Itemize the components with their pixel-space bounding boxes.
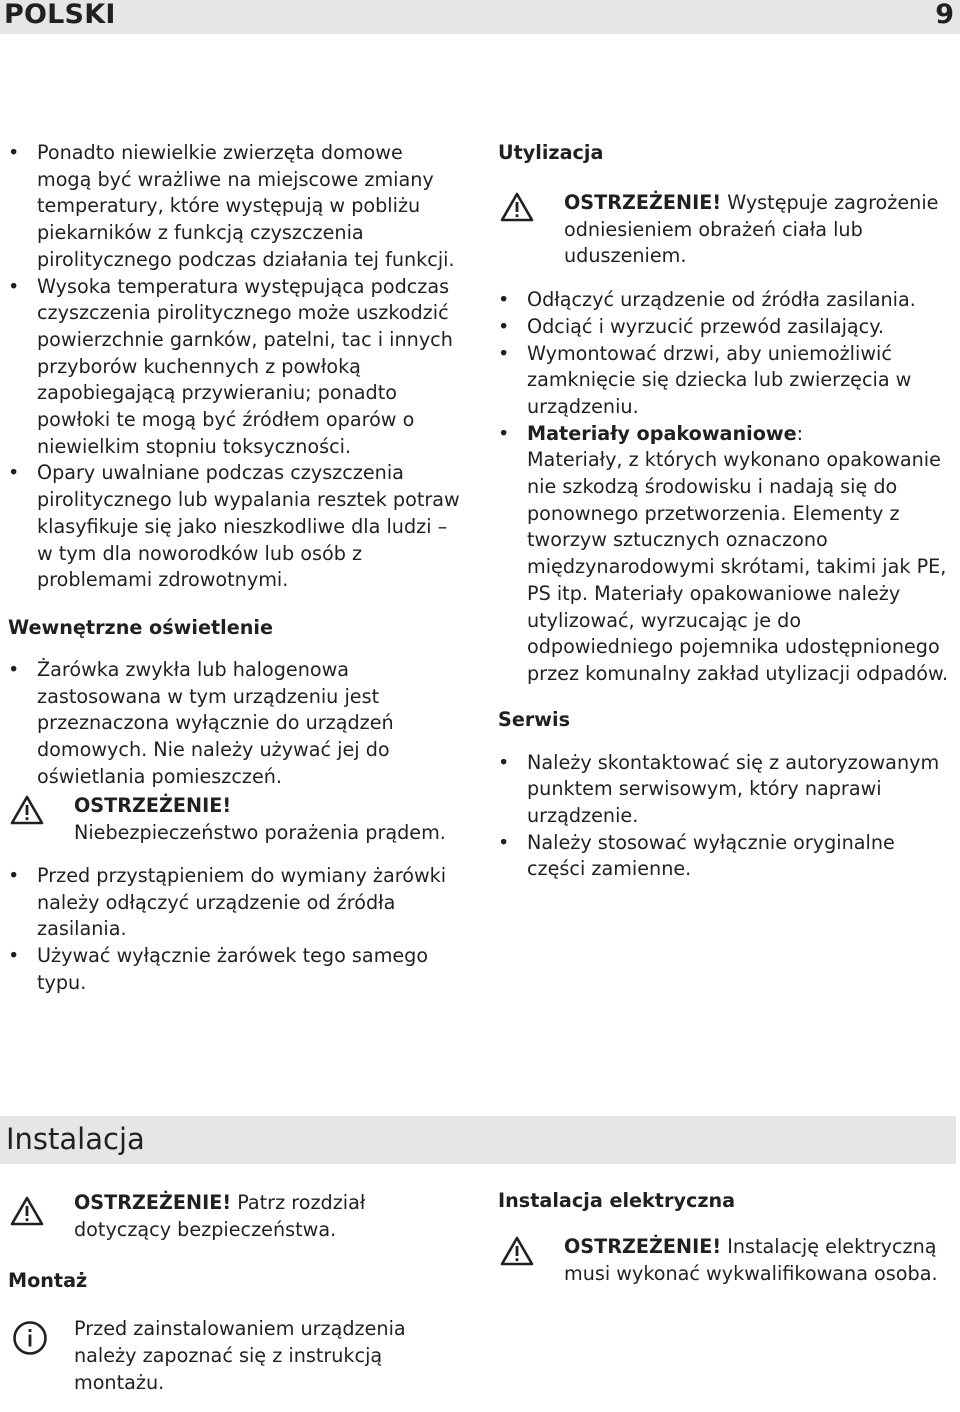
warning-title: OSTRZEŻENIE! bbox=[564, 191, 722, 214]
section-heading-lighting: Wewnętrzne oświetlenie bbox=[8, 615, 273, 639]
warning-triangle-icon bbox=[500, 1236, 534, 1266]
packaging-text: Materiały, z których wykonano opakowanie nie szkodzą środowisku i nadają się do ponownego przetworzenia. Elementy z tworzyw sztucznych oznaczono międzynarodowymi skrótami, takimi jak PE, PS itp. Materiały opakowaniowe należy utylizować, wyrzucając je do odpowiedniego pojemnika udostępnionego przez komunalny zakład utylizacji odpadów. bbox=[527, 448, 949, 685]
service-bullet-list bbox=[498, 750, 950, 884]
info-text: Przed zainstalowaniem urządzenia należy zapoznać się z instrukcją montażu. bbox=[74, 1317, 406, 1394]
info-circle-icon bbox=[12, 1320, 48, 1356]
page-header bbox=[0, 0, 960, 34]
list-item: • Odłączyć urządzenie od źródła zasilania. bbox=[498, 287, 950, 314]
warning-block-electrical bbox=[498, 1234, 950, 1287]
packaging-colon: : bbox=[796, 421, 804, 445]
warning-block-installation bbox=[8, 1190, 460, 1243]
list-item-packaging bbox=[498, 421, 950, 688]
installation-left bbox=[8, 1190, 460, 1397]
warning-title: OSTRZEŻENIE! bbox=[74, 794, 232, 818]
list-item: • Odciąć i wyrzucić przewód zasilający. bbox=[498, 314, 950, 341]
safety-bullet-list bbox=[8, 140, 460, 594]
section-heading-disposal: Utylizacja bbox=[498, 141, 604, 164]
warning-triangle-icon bbox=[500, 192, 534, 222]
page-number: 9 bbox=[935, 0, 954, 30]
warning-title: OSTRZEŻENIE! bbox=[74, 1191, 232, 1214]
warning-triangle-icon bbox=[10, 795, 44, 825]
list-item: • Używać wyłącznie żarówek tego samego typu. bbox=[8, 943, 460, 996]
language-label: POLSKI bbox=[4, 0, 116, 30]
list-item: • Opary uwalniane podczas czyszczenia pirolitycznego lub wypalania resztek potraw klasyfikuje się jako nieszkodliwe dla ludzi – w tym dla noworodków lub osób z problemami zdrowotnymi. bbox=[8, 460, 460, 594]
info-block-mounting bbox=[8, 1316, 460, 1396]
list-item: • Należy skontaktować się z autoryzowanym punktem serwisowym, który naprawi urządzenie. bbox=[498, 750, 950, 830]
left-column bbox=[8, 140, 460, 996]
installation-right bbox=[498, 1188, 950, 1287]
section-banner-installation bbox=[0, 1116, 956, 1164]
disposal-bullet-list bbox=[498, 287, 950, 688]
warning-text: Niebezpieczeństwo porażenia prądem. bbox=[74, 821, 446, 845]
list-item: • Ponadto niewielkie zwierzęta domowe mogą być wrażliwe na miejscowe zmiany temperatury, które występują w pobliżu piekarników z funkcją czyszczenia pirolitycznego podczas działania tej funkcji. bbox=[8, 140, 460, 274]
section-heading-electrical: Instalacja elektryczna bbox=[498, 1189, 736, 1212]
lighting-bullet-list-2 bbox=[8, 863, 460, 997]
list-item: • Wymontować drzwi, aby uniemożliwić zamknięcie się dziecka lub zwierzęcia w urządzeniu. bbox=[498, 341, 950, 421]
section-heading-mounting: Montaż bbox=[8, 1269, 88, 1293]
list-item: • Żarówka zwykła lub halogenowa zastosowana w tym urządzeniu jest przeznaczona wyłącznie do urządzeń domowych. Nie należy używać jej do oświetlania pomieszczeń. bbox=[8, 657, 460, 791]
warning-block-lighting bbox=[8, 793, 460, 846]
right-column bbox=[498, 140, 950, 883]
warning-triangle-icon bbox=[10, 1196, 44, 1226]
section-title: Instalacja bbox=[6, 1122, 145, 1156]
warning-block-disposal bbox=[498, 190, 950, 270]
warning-text: Instalację elektryczną musi wykonać wykwalifikowana osoba. bbox=[564, 1235, 938, 1285]
warning-text: Patrz rozdział dotyczący bezpieczeństwa. bbox=[74, 1191, 366, 1241]
list-item: • Należy stosować wyłącznie oryginalne części zamienne. bbox=[498, 830, 950, 883]
packaging-label: Materiały opakowaniowe bbox=[527, 421, 797, 445]
warning-text: Występuje zagrożenie odniesieniem obrażeń ciała lub uduszeniem. bbox=[564, 191, 939, 268]
list-item: • Przed przystąpieniem do wymiany żarówki należy odłączyć urządzenie od źródła zasilania. bbox=[8, 863, 460, 943]
section-heading-service: Serwis bbox=[498, 707, 571, 731]
list-item: • Wysoka temperatura występująca podczas czyszczenia pirolitycznego może uszkodzić powierzchnie garnków, patelni, tac i innych przyborów kuchennych z powłoką zapobiegającą przywieraniu; ponadto powłoki te mogą być źródłem oparów o niewielkim stopniu toksyczności. bbox=[8, 274, 460, 461]
warning-title: OSTRZEŻENIE! bbox=[564, 1235, 722, 1258]
lighting-bullet-list bbox=[8, 657, 460, 791]
